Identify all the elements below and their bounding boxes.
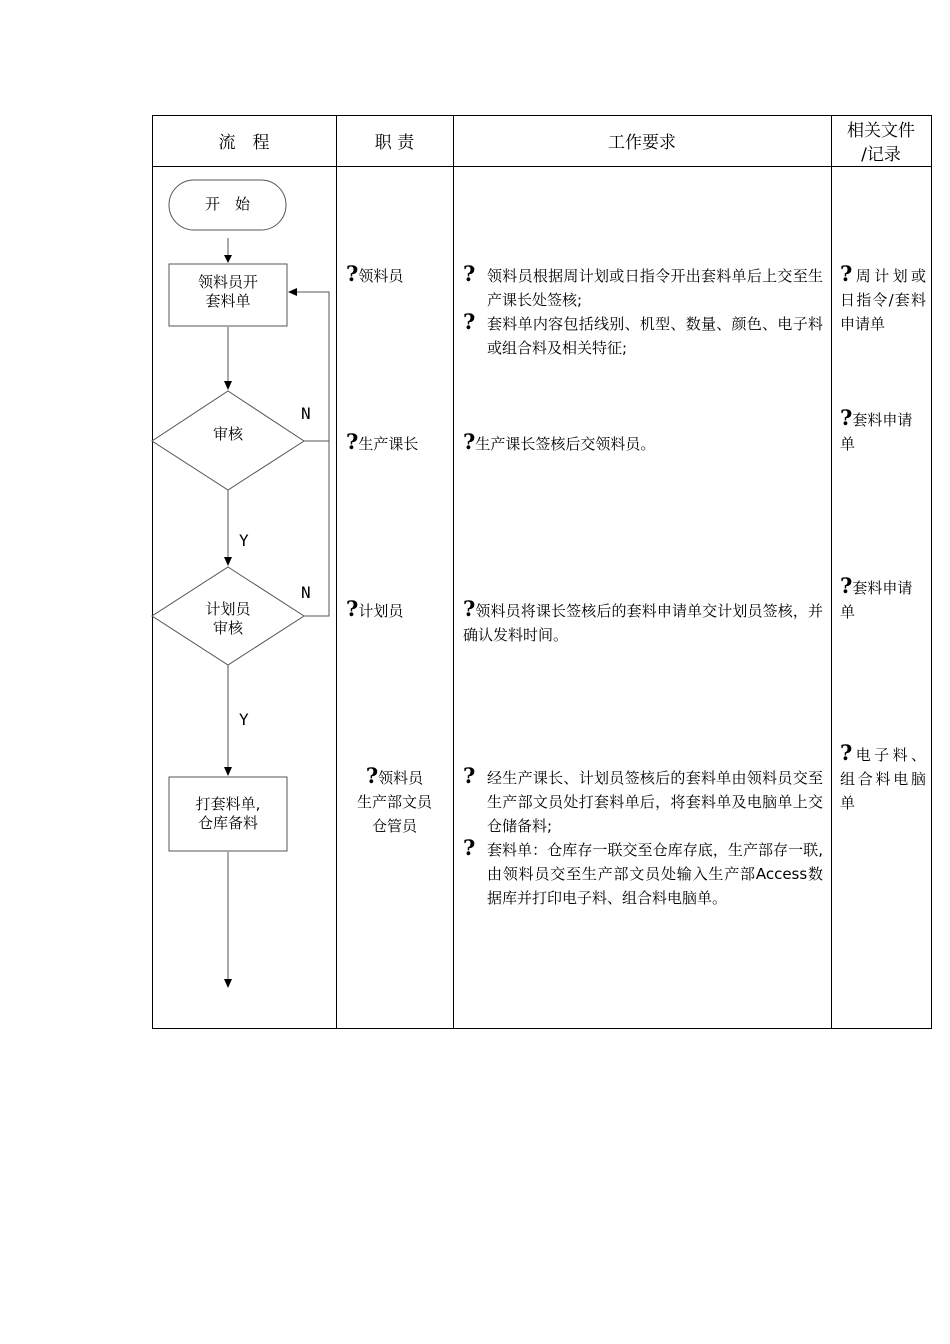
no-label-1: N	[301, 404, 311, 423]
row1-docs-text: 周计划或日指令/套料申请单	[840, 267, 926, 333]
row2-docs-text: 套料申请单	[840, 411, 913, 453]
decision2-label	[178, 600, 278, 638]
start-label: 开 始	[204, 195, 250, 213]
bullet-icon: ?	[463, 309, 476, 334]
decision2-label-line2: 审核	[212, 619, 243, 637]
yes-label-2: Y	[239, 710, 249, 729]
step1-label-line2: 套料单	[205, 292, 251, 310]
row4-docs	[840, 740, 926, 815]
row4-duty	[336, 763, 453, 838]
arrow-head-loop	[288, 288, 297, 296]
arrow-head-2	[224, 381, 232, 390]
header-docs-line1: 相关文件	[847, 121, 915, 141]
bullet-icon: ?	[365, 763, 379, 788]
bullet-icon: ?	[346, 596, 359, 621]
bullet-icon: ?	[346, 429, 359, 454]
header-process: 流 程	[218, 133, 270, 153]
no-label-2: N	[301, 583, 311, 602]
bullet-icon: ?	[463, 763, 476, 788]
header-duty: 职 责	[374, 133, 415, 153]
row1-requirement-1-text: 领料员根据周计划或日指令开出套料单后上交至生产课长处签核;	[487, 267, 823, 309]
row3-duty-text: 计划员	[358, 602, 404, 620]
row1-duty-text: 领料员	[358, 267, 404, 285]
bullet-icon: ?	[463, 596, 476, 621]
yes-label-1: Y	[239, 531, 249, 550]
bullet-icon: ?	[840, 573, 853, 598]
row4-duty-line2: 生产部文员	[356, 793, 432, 811]
row2-requirement-1-text: 生产课长签核后交领料员。	[475, 435, 656, 453]
row3-docs-text: 套料申请单	[840, 579, 913, 621]
decision1-label: 审核	[212, 425, 243, 443]
step1-label-line1: 领料员开	[197, 273, 258, 291]
row4-requirement-2-text: 套料单：仓库存一联交至仓库存底，生产部存一联,由领料员交至生产部文员处输入生产部Access数据库并打印电子料、组合料电脑单。	[487, 841, 823, 907]
arrow-head-4	[224, 767, 232, 776]
step2-label	[169, 795, 287, 833]
row3-requirement-1-text: 领料员将课长签核后的套料申请单交计划员签核，并确认发料时间。	[463, 602, 823, 644]
row4-duty-line1-text: 领料员	[378, 769, 424, 787]
row4-requirement-1	[463, 763, 823, 838]
row1-requirement-1	[463, 261, 823, 312]
row4-docs-text: 电子料、组合料电脑单	[840, 746, 926, 812]
row3-requirements	[463, 596, 823, 647]
bullet-icon: ?	[840, 261, 853, 286]
bullet-icon: ?	[463, 835, 476, 860]
row1-docs	[840, 261, 926, 336]
arrow-head-3	[224, 557, 232, 566]
row2-requirements	[463, 429, 823, 456]
arrow-head-5	[224, 979, 232, 988]
header-docs-line2: /记录	[861, 145, 901, 165]
bullet-icon: ?	[840, 405, 853, 430]
row4-requirement-1-text: 经生产课长、计划员签核后的套料单由领料员交至生产部文员处打套料单后，将套料单及电脑单上交仓储备料;	[487, 769, 823, 835]
bullet-icon: ?	[463, 261, 476, 286]
row1-requirement-2	[463, 309, 823, 360]
row4-requirements	[463, 763, 823, 910]
row3-docs	[840, 573, 926, 624]
row4-duty-line3: 仓管员	[371, 817, 417, 835]
row1-requirements	[463, 261, 823, 360]
bullet-icon: ?	[840, 740, 853, 765]
arrow-head-1	[224, 255, 232, 263]
step1-label	[169, 273, 287, 311]
row1-duty	[346, 261, 450, 288]
row3-duty	[346, 596, 450, 623]
row1-requirement-2-text: 套料单内容包括线别、机型、数量、颜色、电子料或组合料及相关特征;	[487, 315, 823, 357]
bullet-icon: ?	[346, 261, 359, 286]
row2-docs	[840, 405, 926, 456]
row2-duty	[346, 429, 450, 456]
step2-label-line1: 打套料单,	[195, 795, 261, 813]
row4-duty-line1	[336, 763, 453, 790]
decision2-label-line1: 计划员	[205, 600, 251, 618]
header-requirement: 工作要求	[608, 133, 676, 153]
row4-requirement-2	[463, 835, 823, 910]
step2-label-line2: 仓库备料	[197, 814, 258, 832]
bullet-icon: ?	[463, 429, 476, 454]
row2-duty-text: 生产课长	[358, 435, 419, 453]
